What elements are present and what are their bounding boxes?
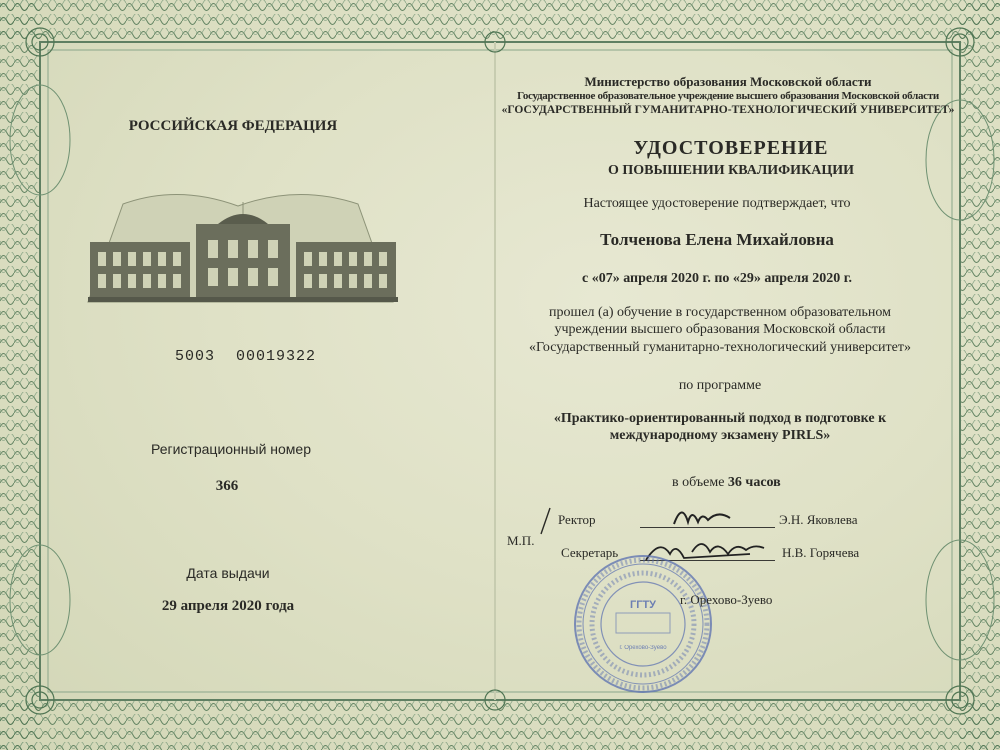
- registration-label: Регистрационный номер: [151, 441, 311, 457]
- volume-hours: 36 часов: [727, 475, 781, 490]
- university-seal-stamp: [572, 553, 714, 695]
- seal-place-label: М.П.: [507, 533, 535, 548]
- program-line-1: «Практико-ориентированный подход в подготовке к: [553, 411, 887, 426]
- volume-text: [672, 475, 781, 491]
- country-name: РОССИЙСКАЯ ФЕДЕРАЦИЯ: [128, 118, 338, 134]
- issue-date-label: Дата выдачи: [186, 565, 270, 581]
- city-name: г. Орехово-Зуево: [680, 592, 773, 607]
- stamp-center-text: ГГТУ: [629, 599, 657, 611]
- study-line-2: учреждении высшего образования Московской области: [554, 322, 886, 337]
- training-period: с «07» апреля 2020 г. по «29» апреля 2020 г.: [582, 271, 852, 286]
- volume-prefix: в объеме: [672, 475, 728, 490]
- study-line-3: «Государственный гуманитарно-технологический университет»: [529, 340, 911, 355]
- study-line-1: прошел (а) обучение в государственном образовательном: [549, 305, 891, 320]
- rector-name: Э.Н. Яковлева: [779, 512, 858, 527]
- blank-serial: 5003: [175, 348, 216, 365]
- stamp-bottom-text: г. Орехово-Зуево: [619, 645, 667, 651]
- certificate-subtitle: О ПОВЫШЕНИИ КВАЛИФИКАЦИИ: [607, 163, 855, 178]
- program-line-2: международному экзамену PIRLS»: [609, 428, 831, 443]
- ministry-name: Министерство образования Московской области: [584, 74, 872, 89]
- rector-signature-icon: [668, 500, 738, 530]
- registration-number: 366: [215, 478, 239, 494]
- certificate-title: УДОСТОВЕРЕНИЕ: [633, 137, 829, 159]
- blank-number: 00019322: [236, 348, 317, 365]
- issue-date-value: 29 апреля 2020 года: [161, 598, 295, 614]
- seal-slash-mark: [538, 506, 554, 536]
- university-building-emblem: [68, 182, 418, 314]
- secretary-name: Н.В. Горячева: [782, 545, 860, 560]
- confirm-text: Настоящее удостоверение подтверждает, что: [583, 196, 851, 211]
- holder-name: Толченова Елена Михайловна: [600, 230, 834, 249]
- program-label: по программе: [678, 378, 762, 393]
- rector-label: Ректор: [558, 512, 596, 527]
- secretary-label: Секретарь: [561, 545, 619, 560]
- institution-line-1: Государственное образовательное учреждение высшего образования Московской области: [517, 90, 939, 102]
- institution-line-2: «ГОСУДАРСТВЕННЫЙ ГУМАНИТАРНО-ТЕХНОЛОГИЧЕСКИЙ УНИВЕРСИТЕТ»: [501, 104, 955, 116]
